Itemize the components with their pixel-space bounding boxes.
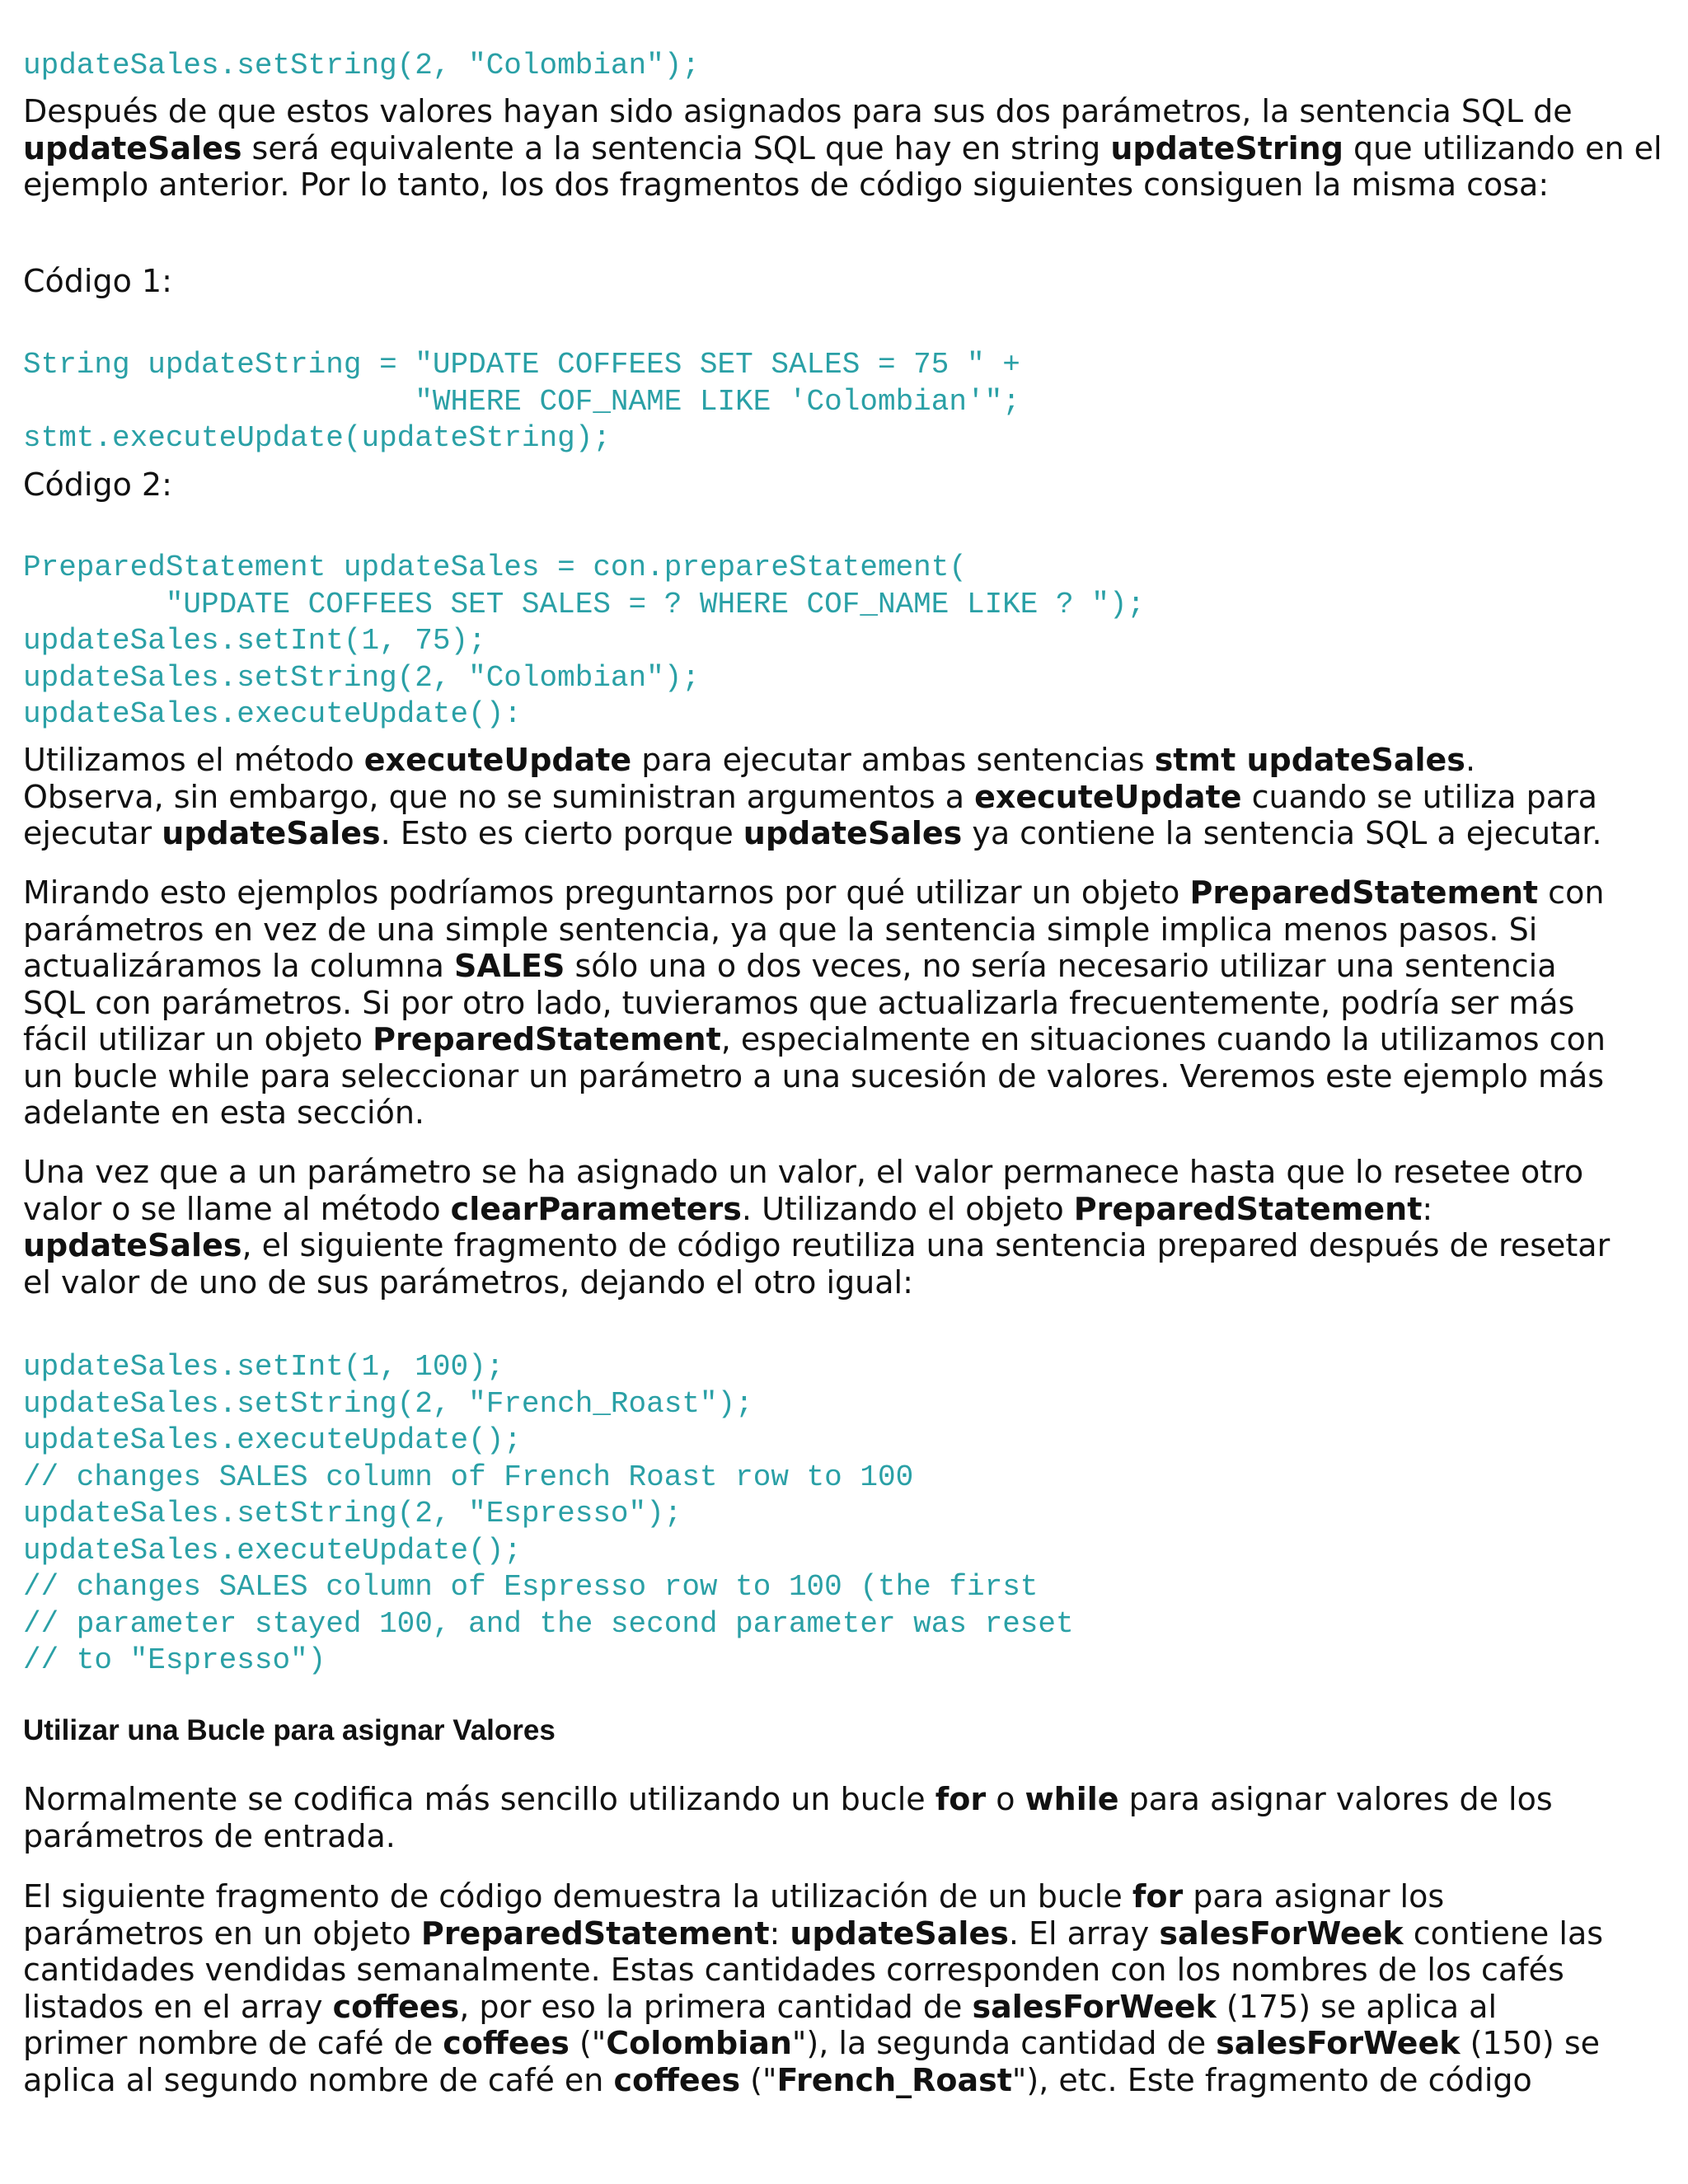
code-2-label: Código 2: bbox=[23, 466, 172, 503]
section-heading: Utilizar una Bucle para asignar Valores bbox=[23, 1714, 556, 1746]
code-block-2: PreparedStatement updateSales = con.prepareStatement( "UPDATE COFFEES SET SALES = ? WHERE COF_NAME LIKE ? "); updateSales.setInt(1, 75); updateSales.setString(2, "Colombian"); updateSales.executeUpdate(): bbox=[23, 551, 1146, 731]
paragraph-4: Una vez que a un parámetro se ha asignado un valor, el valor permanece hasta que lo resetee otro valor o se llame al método clearParameters. Utilizando el objeto PreparedStatement: updateSales, el siguiente fragmento de código reutiliza una sentencia prepared después de resetar el valor de uno de sus parámetros, dejando el otro igual: bbox=[23, 1154, 1611, 1301]
paragraph-1: Después de que estos valores hayan sido asignados para sus dos parámetros, la sentencia SQL de updateSales será equivalente a la sentencia SQL que hay en string updateString que utilizando en el ejemplo anterior. Por lo tanto, los dos fragmentos de código siguientes consiguen la misma cosa: bbox=[23, 93, 1662, 203]
paragraph-6: El siguiente fragmento de código demuestra la utilización de un bucle for para asignar los parámetros en un objeto PreparedStatement: updateSales. El array salesForWeek contiene las cantidades vendidas semanalmente. Estas cantidades corresponden con los nombres de los cafés listados en el array coffees, por eso la primera cantidad de salesForWeek (175) se aplica al primer nombre de café de coffees ("Colombian"), la segunda cantidad de salesForWeek (150) se aplica al segundo nombre de café en coffees ("French_Roast"), etc. Este fragmento de código bbox=[23, 1878, 1604, 2098]
code-1-label: Código 1: bbox=[23, 263, 172, 299]
code-line-top: updateSales.setString(2, "Colombian"); bbox=[23, 49, 700, 82]
code-block-3: updateSales.setInt(1, 100); updateSales.setString(2, "French_Roast"); updateSales.executeUpdate(); // changes SALES column of French Roast row to 100 updateSales.setString(2, "Espresso"); updateSales.executeUpdate(); // changes SALES column of Espresso row to 100 (the first // parameter stayed 100, and the second parameter was reset // to "Espresso") bbox=[23, 1350, 1074, 1677]
paragraph-2: Utilizamos el método executeUpdate para ejecutar ambas sentencias stmt updateSales. Observa, sin embargo, que no se suministran argumentos a executeUpdate cuando se utiliza para ejecutar updateSales. Esto es cierto porque updateSales ya contiene la sentencia SQL a ejecutar. bbox=[23, 742, 1602, 851]
paragraph-5: Normalmente se codifica más sencillo utilizando un bucle for o while para asignar valores de los parámetros de entrada. bbox=[23, 1781, 1553, 1854]
paragraph-3: Mirando esto ejemplos podríamos preguntarnos por qué utilizar un objeto PreparedStatement con parámetros en vez de una simple sentencia, ya que la sentencia simple implica menos pasos. Si actualizáramos la columna SALES sólo una o dos veces, no sería necesario utilizar una sentencia SQL con parámetros. Si por otro lado, tuvieramos que actualizarla frecuentemente, podría ser más fácil utilizar un objeto PreparedStatement, especialmente en situaciones cuando la utilizamos con un bucle while para seleccionar un parámetro a una sucesión de valores. Veremos este ejemplo más adelante en esta sección. bbox=[23, 874, 1606, 1131]
code-block-1: String updateString = "UPDATE COFFEES SET SALES = 75 " + "WHERE COF_NAME LIKE 'Colombian'"; stmt.executeUpdate(updateString); bbox=[23, 348, 1020, 455]
